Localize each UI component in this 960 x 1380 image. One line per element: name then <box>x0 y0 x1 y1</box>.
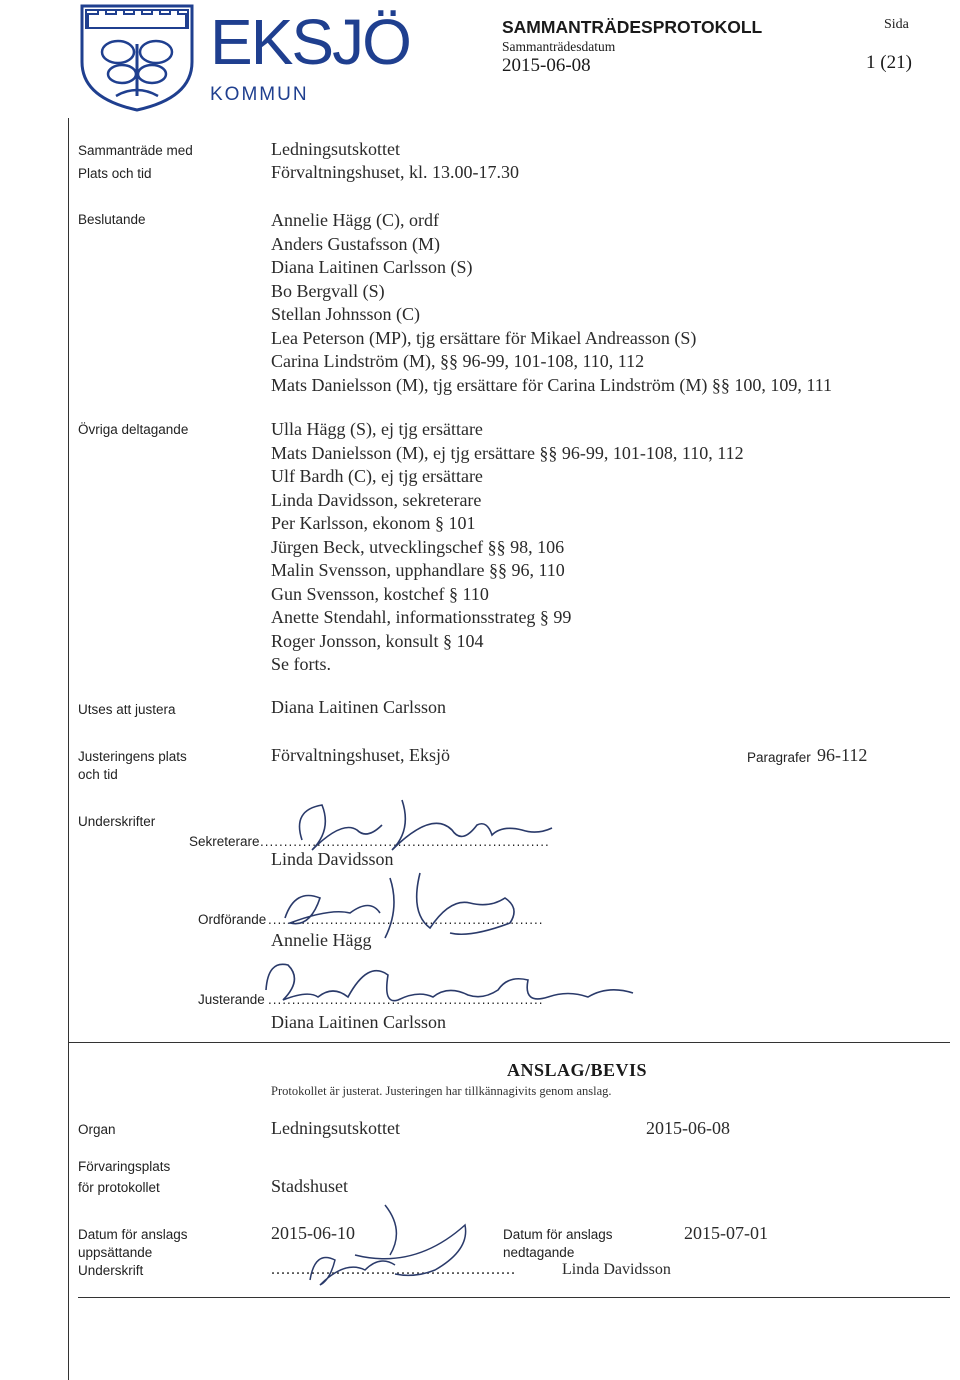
forvaring-value: Stadshuset <box>271 1176 349 1196</box>
bevis-note: Protokollet är justerat. Justeringen har tillkännagivits genom anslag. <box>271 1084 612 1098</box>
list-item: Diana Laitinen Carlsson (S) <box>271 257 473 277</box>
forvaring-label-2: för protokollet <box>78 1180 160 1195</box>
signature-line: ................................................. <box>271 1261 516 1278</box>
coat-of-arms-icon <box>76 4 198 112</box>
list-item: Se forts. <box>271 654 331 674</box>
ovriga-list <box>271 418 744 677</box>
signature-line: ............................................................. <box>260 834 550 849</box>
nedtagande-label-2: nedtagande <box>503 1245 575 1260</box>
logo-wordmark: EKSJÖ <box>210 6 410 78</box>
list-item: Mats Danielsson (M), tjg ersättare för Carina Lindström (M) §§ 100, 109, 111 <box>271 374 833 395</box>
secretary-signature <box>262 790 562 865</box>
nedtagande-label: Datum för anslags <box>503 1227 613 1242</box>
meeting-place-time: Förvaltningshuset, kl. 13.00-17.30 <box>271 162 519 182</box>
meeting-date: 2015-06-08 <box>502 55 591 76</box>
chair-role: Ordförande <box>198 912 267 927</box>
list-item: Anders Gustafsson (M) <box>271 233 440 254</box>
list-item: Lea Peterson (MP), tjg ersättare för Mikael Andreasson (S) <box>271 327 697 348</box>
list-item: Ulf Bardh (C), ej tjg ersättare <box>271 466 483 486</box>
organ-label: Organ <box>78 1122 116 1137</box>
beslutande-list <box>271 209 832 397</box>
signature-line: .......................................................... <box>268 912 544 927</box>
list-item: Per Karlsson, ekonom § 101 <box>271 513 476 533</box>
list-item: Mats Danielsson (M), ej tjg ersättare §§ 96-99, 101-108, 110, 112 <box>271 442 744 463</box>
list-item: Malin Svensson, upphandlare §§ 96, 110 <box>271 560 565 580</box>
bevis-signature <box>295 1200 495 1295</box>
page-label: Sida <box>884 17 909 32</box>
paragrafer-range: 96-112 <box>817 745 868 765</box>
forvaring-label: Förvaringsplats <box>78 1159 171 1174</box>
list-item: Jürgen Beck, utvecklingschef §§ 98, 106 <box>271 536 565 557</box>
beslutande-label: Beslutande <box>78 212 146 227</box>
justering-place-label-2: och tid <box>78 767 118 782</box>
section-divider <box>68 1042 950 1043</box>
adjuster-role: Justerande <box>198 992 265 1007</box>
ovriga-label: Övriga deltagande <box>78 422 189 437</box>
list-item: Carina Lindström (M), §§ 96-99, 101-108, 110, 112 <box>271 351 645 371</box>
uppsattande-label: Datum för anslags <box>78 1227 188 1242</box>
bevis-title: ANSLAG/BEVIS <box>507 1060 648 1080</box>
place-time-label: Plats och tid <box>78 166 152 181</box>
justera-label: Utses att justera <box>78 702 176 717</box>
paragrafer-label: Paragrafer <box>747 750 811 765</box>
justering-place: Förvaltningshuset, Eksjö <box>271 745 450 765</box>
list-item: Anette Stendahl, informationsstrateg § 99 <box>271 607 572 627</box>
uppsattande-label-2: uppsättande <box>78 1245 153 1260</box>
page-number: 1 (21) <box>866 52 912 73</box>
list-item: Stellan Johnsson (C) <box>271 304 421 324</box>
footer-divider <box>78 1297 950 1298</box>
underskrift-label: Underskrift <box>78 1263 144 1278</box>
logo-subtitle: KOMMUN <box>210 84 309 105</box>
list-item: Linda Davidsson, sekreterare <box>271 489 482 510</box>
chair-signature <box>270 868 530 953</box>
list-item: Bo Bergvall (S) <box>271 280 385 301</box>
bevis-signer: Linda Davidsson <box>562 1261 671 1278</box>
adjuster-name: Diana Laitinen Carlsson <box>271 1012 446 1032</box>
uppsattande-date: 2015-06-10 <box>271 1223 355 1243</box>
organ-date: 2015-06-08 <box>646 1118 730 1138</box>
meeting-body: Ledningsutskottet <box>271 139 400 159</box>
justering-place-label: Justeringens plats <box>78 749 187 764</box>
organ-value: Ledningsutskottet <box>271 1118 400 1138</box>
justera-name: Diana Laitinen Carlsson <box>271 697 446 717</box>
chair-name: Annelie Hägg <box>271 930 372 950</box>
secretary-name: Linda Davidsson <box>271 849 394 869</box>
meeting-date-label: Sammanträdesdatum <box>502 39 616 54</box>
meeting-label: Sammanträde med <box>78 143 193 158</box>
list-item: Gun Svensson, kostchef § 110 <box>271 583 489 604</box>
nedtagande-date: 2015-07-01 <box>684 1223 768 1243</box>
document-title: SAMMANTRÄDESPROTOKOLL <box>502 17 763 37</box>
underskrifter-label: Underskrifter <box>78 814 156 829</box>
signature-line: .......................................................... <box>268 992 544 1007</box>
adjuster-signature <box>258 955 658 1020</box>
list-item: Ulla Hägg (S), ej tjg ersättare <box>271 419 483 439</box>
list-item: Annelie Hägg (C), ordf <box>271 210 439 230</box>
left-margin-rule <box>68 118 69 1380</box>
list-item: Roger Jonsson, konsult § 104 <box>271 630 484 651</box>
secretary-role: Sekreterare <box>189 834 260 849</box>
municipality-logo <box>76 4 410 114</box>
